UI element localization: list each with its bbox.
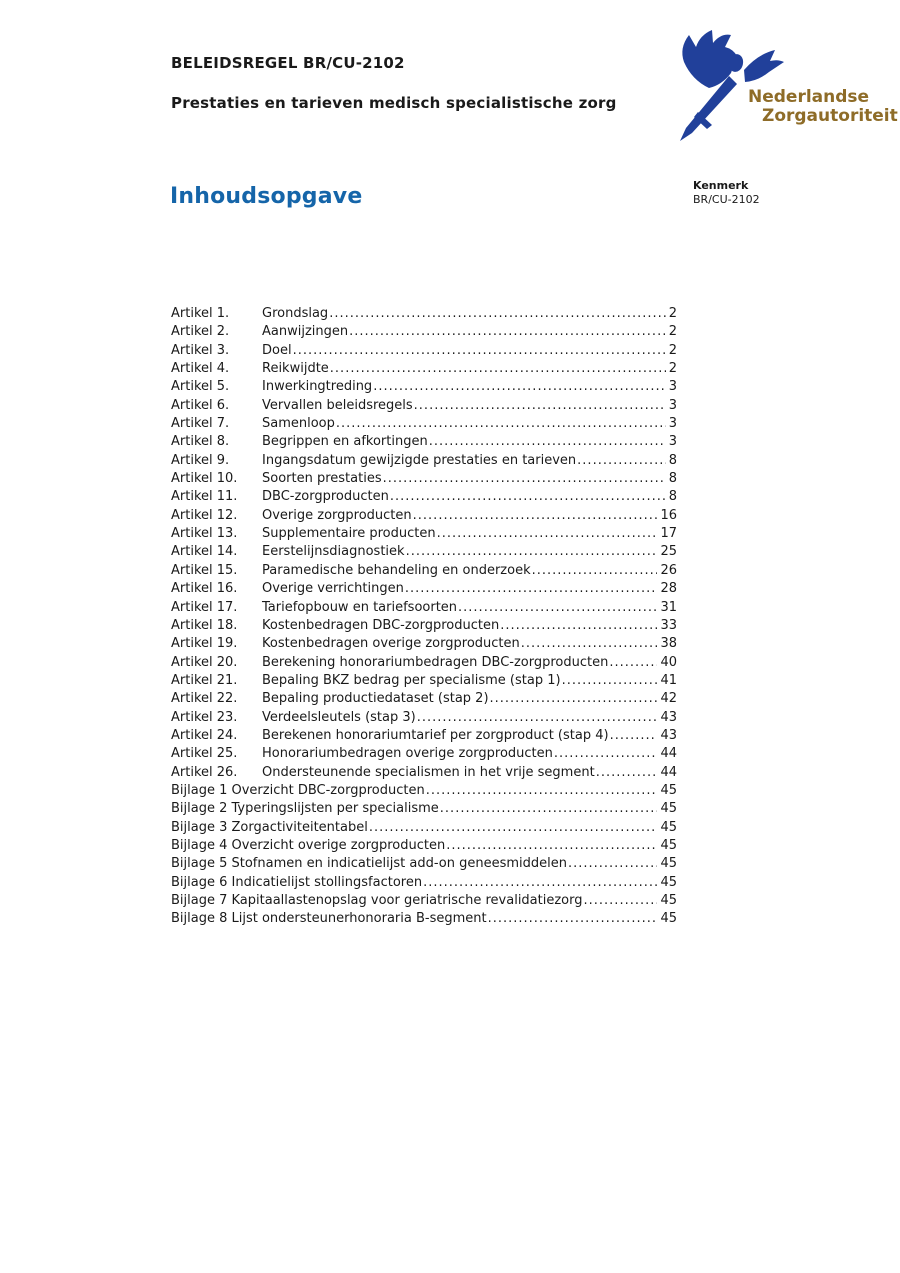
toc-entry-label: Artikel 25. xyxy=(171,746,238,762)
toc-leader-dots xyxy=(390,488,666,506)
toc-leader-dots xyxy=(554,745,658,763)
toc-leader-dots xyxy=(414,397,666,415)
toc-leader-dots xyxy=(584,892,658,910)
toc-entry xyxy=(171,433,677,451)
toc-leader-dots xyxy=(488,910,658,928)
toc-entry xyxy=(171,837,677,855)
reference-value: BR/CU-2102 xyxy=(693,193,760,206)
toc-list xyxy=(171,305,677,929)
toc-entry-title: Aanwijzingen xyxy=(262,324,349,340)
toc-entry-label: Artikel 10. xyxy=(171,471,238,487)
toc-entry-title: Berekenen honorariumtarief per zorgproduct (stap 4) xyxy=(262,727,609,743)
toc-entry-title: Bijlage 5 Stofnamen en indicatielijst add-on geneesmiddelen xyxy=(171,856,567,872)
toc-entry-label: Artikel 23. xyxy=(171,709,238,725)
toc-entry-page: 45 xyxy=(660,911,677,927)
toc-entry xyxy=(171,415,677,433)
toc-entry-label: Artikel 3. xyxy=(171,342,230,358)
toc-entry-label: Artikel 24. xyxy=(171,727,238,743)
document-subtitle: Prestaties en tarieven medisch specialistische zorg xyxy=(171,94,617,112)
toc-entry-page: 8 xyxy=(668,489,677,505)
toc-leader-dots xyxy=(490,690,658,708)
toc-entry xyxy=(171,892,677,910)
toc-entry-label: Artikel 2. xyxy=(171,324,230,340)
toc-entry-title: Bijlage 6 Indicatielijst stollingsfactoren xyxy=(171,874,423,890)
toc-entry-page: 45 xyxy=(660,819,677,835)
toc-entry-title: Soorten prestaties xyxy=(262,471,382,487)
toc-leader-dots xyxy=(405,580,658,598)
toc-entry-title: Kostenbedragen overige zorgproducten xyxy=(262,636,520,652)
toc-entry xyxy=(171,599,677,617)
toc-entry-page: 3 xyxy=(668,434,677,450)
toc-entry-label: Artikel 11. xyxy=(171,489,238,505)
toc-entry-title: Bijlage 4 Overzicht overige zorgproducten xyxy=(171,837,446,853)
toc-leader-dots xyxy=(423,874,657,892)
toc-entry-title: Supplementaire producten xyxy=(262,526,436,542)
toc-entry-label: Artikel 15. xyxy=(171,562,238,578)
toc-entry xyxy=(171,855,677,873)
toc-leader-dots xyxy=(446,837,657,855)
toc-entry-page: 40 xyxy=(660,654,677,670)
toc-entry xyxy=(171,635,677,653)
toc-entry-title: Ingangsdatum gewijzigde prestaties en tarieven xyxy=(262,452,577,468)
toc-leader-dots xyxy=(413,507,658,525)
toc-entry xyxy=(171,819,677,837)
toc-entry-label: Artikel 1. xyxy=(171,306,230,321)
toc-entry-page: 38 xyxy=(660,636,677,652)
toc-entry xyxy=(171,543,677,561)
toc-entry xyxy=(171,617,677,635)
toc-entry-title: Inwerkingtreding xyxy=(262,379,373,395)
toc-leader-dots xyxy=(293,342,666,360)
toc-leader-dots xyxy=(532,562,658,580)
toc-entry-title: Bijlage 2 Typeringslijsten per specialisme xyxy=(171,801,439,817)
toc-entry-page: 3 xyxy=(668,379,677,395)
toc-leader-dots xyxy=(369,819,658,837)
toc-entry-page: 44 xyxy=(660,764,677,780)
toc-leader-dots xyxy=(417,709,658,727)
toc-entry-page: 43 xyxy=(660,709,677,725)
toc-leader-dots xyxy=(521,635,658,653)
toc-entry-page: 45 xyxy=(660,856,677,872)
toc-entry-page: 8 xyxy=(668,471,677,487)
toc-entry xyxy=(171,672,677,690)
toc-entry-page: 45 xyxy=(660,837,677,853)
toc-entry-title: Bijlage 3 Zorgactiviteitentabel xyxy=(171,819,368,835)
toc-entry xyxy=(171,323,677,341)
toc-entry-page: 45 xyxy=(660,801,677,817)
toc-entry xyxy=(171,305,677,323)
toc-entry-page: 2 xyxy=(668,361,677,377)
toc-entry-page: 41 xyxy=(660,672,677,688)
toc-entry-title: Berekening honorariumbedragen DBC-zorgproducten xyxy=(262,654,609,670)
toc-entry-title: Tariefopbouw en tariefsoorten xyxy=(262,599,458,615)
toc-entry-title: Grondslag xyxy=(262,306,329,321)
toc-entry-page: 3 xyxy=(668,416,677,432)
toc-entry xyxy=(171,690,677,708)
toc-entry-title: Vervallen beleidsregels xyxy=(262,397,413,413)
toc-leader-dots xyxy=(349,323,666,341)
toc-entry-title: Ondersteunende specialismen in het vrije segment xyxy=(262,764,595,780)
toc-entry-page: 17 xyxy=(660,526,677,542)
logo-text-line1: Nederlandse xyxy=(748,87,870,107)
toc-entry-title: DBC-zorgproducten xyxy=(262,489,389,505)
toc-entry-label: Artikel 12. xyxy=(171,507,238,523)
toc-leader-dots xyxy=(429,433,666,451)
toc-entry xyxy=(171,342,677,360)
toc-entry-label: Artikel 19. xyxy=(171,636,238,652)
document-header xyxy=(171,54,617,112)
toc-leader-dots xyxy=(500,617,657,635)
toc-entry-page: 45 xyxy=(660,782,677,798)
toc-entry-title: Kostenbedragen DBC-zorgproducten xyxy=(262,617,500,633)
toc-entry-page: 33 xyxy=(660,617,677,633)
toc-entry-label: Artikel 26. xyxy=(171,764,238,780)
toc-entry-page: 8 xyxy=(668,452,677,468)
toc-entry xyxy=(171,378,677,396)
toc-entry-page: 42 xyxy=(660,691,677,707)
toc-entry xyxy=(171,397,677,415)
toc-entry-title: Overige zorgproducten xyxy=(262,507,412,523)
toc-entry-title: Eerstelijnsdiagnostiek xyxy=(262,544,405,560)
toc-leader-dots xyxy=(577,452,666,470)
toc-entry-title: Reikwijdte xyxy=(262,361,329,377)
toc-entry-title: Samenloop xyxy=(262,416,335,432)
toc-entry-page: 2 xyxy=(668,324,677,340)
toc-entry-page: 25 xyxy=(660,544,677,560)
toc-leader-dots xyxy=(440,800,658,818)
toc-entry-page: 31 xyxy=(660,599,677,615)
toc-leader-dots xyxy=(383,470,666,488)
toc-heading: Inhoudsopgave xyxy=(170,184,363,209)
toc-entry-label: Artikel 20. xyxy=(171,654,238,670)
toc-leader-dots xyxy=(373,378,666,396)
logo-text-line2: Zorgautoriteit xyxy=(762,106,898,126)
toc-entry-title: Bepaling productiedataset (stap 2) xyxy=(262,691,489,707)
toc-leader-dots xyxy=(330,360,666,378)
toc-entry xyxy=(171,470,677,488)
toc-leader-dots xyxy=(336,415,666,433)
toc-entry xyxy=(171,360,677,378)
toc-entry-page: 16 xyxy=(660,507,677,523)
toc-leader-dots xyxy=(426,782,658,800)
nza-logo-wordmark xyxy=(748,88,898,126)
toc-entry xyxy=(171,782,677,800)
toc-entry-label: Artikel 17. xyxy=(171,599,238,615)
toc-entry-title: Bepaling BKZ bedrag per specialisme (stap 1) xyxy=(262,672,561,688)
toc-leader-dots xyxy=(610,727,658,745)
toc-entry xyxy=(171,910,677,928)
toc-entry-page: 2 xyxy=(668,342,677,358)
toc-entry xyxy=(171,727,677,745)
toc-entry xyxy=(171,452,677,470)
toc-entry-title: Paramedische behandeling en onderzoek xyxy=(262,562,531,578)
toc-entry-title: Honorariumbedragen overige zorgproducten xyxy=(262,746,553,762)
toc-entry-label: Artikel 16. xyxy=(171,581,238,597)
toc-leader-dots xyxy=(596,764,658,782)
toc-entry xyxy=(171,562,677,580)
toc-leader-dots xyxy=(329,305,666,323)
toc-entry-title: Verdeelsleutels (stap 3) xyxy=(262,709,416,725)
toc-entry xyxy=(171,580,677,598)
toc-entry-title: Doel xyxy=(262,342,292,358)
toc-entry-page: 3 xyxy=(668,397,677,413)
toc-entry xyxy=(171,525,677,543)
toc-leader-dots xyxy=(406,543,658,561)
toc-entry-page: 28 xyxy=(660,581,677,597)
toc-leader-dots xyxy=(437,525,658,543)
toc-leader-dots xyxy=(458,599,657,617)
reference-block xyxy=(693,179,760,207)
toc-entry-label: Artikel 7. xyxy=(171,416,230,432)
toc-entry xyxy=(171,874,677,892)
toc-entry-label: Artikel 6. xyxy=(171,397,230,413)
toc-entry xyxy=(171,654,677,672)
toc-entry-title: Bijlage 7 Kapitaallastenopslag voor geriatrische revalidatiezorg xyxy=(171,893,583,908)
toc-entry-label: Artikel 22. xyxy=(171,691,238,707)
toc-entry-label: Artikel 8. xyxy=(171,434,230,450)
toc-entry-title: Bijlage 1 Overzicht DBC-zorgproducten xyxy=(171,782,425,798)
toc-entry xyxy=(171,745,677,763)
toc-entry-page: 45 xyxy=(660,893,677,908)
toc-entry xyxy=(171,764,677,782)
nza-logo xyxy=(672,28,898,146)
toc-entry-label: Artikel 13. xyxy=(171,526,238,542)
toc-leader-dots xyxy=(609,654,657,672)
toc-entry-label: Artikel 18. xyxy=(171,617,238,633)
toc-leader-dots xyxy=(568,855,657,873)
toc-entry xyxy=(171,800,677,818)
toc-entry-label: Artikel 9. xyxy=(171,452,230,468)
reference-label: Kenmerk xyxy=(693,179,749,192)
toc-entry-page: 45 xyxy=(660,874,677,890)
toc-entry-title: Begrippen en afkortingen xyxy=(262,434,428,450)
toc-entry-page: 26 xyxy=(660,562,677,578)
toc-entry xyxy=(171,507,677,525)
toc-entry-title: Overige verrichtingen xyxy=(262,581,404,597)
toc-entry-label: Artikel 4. xyxy=(171,361,230,377)
toc-entry-page: 2 xyxy=(668,306,677,321)
toc-entry-title: Bijlage 8 Lijst ondersteunerhonoraria B-segment xyxy=(171,911,487,927)
toc-entry xyxy=(171,709,677,727)
toc-entry-label: Artikel 21. xyxy=(171,672,238,688)
toc-entry-page: 44 xyxy=(660,746,677,762)
document-title: BELEIDSREGEL BR/CU-2102 xyxy=(171,54,405,72)
toc-entry xyxy=(171,488,677,506)
toc-leader-dots xyxy=(562,672,658,690)
toc-entry-label: Artikel 5. xyxy=(171,379,230,395)
toc-entry-page: 43 xyxy=(660,727,677,743)
toc-entry-label: Artikel 14. xyxy=(171,544,238,560)
